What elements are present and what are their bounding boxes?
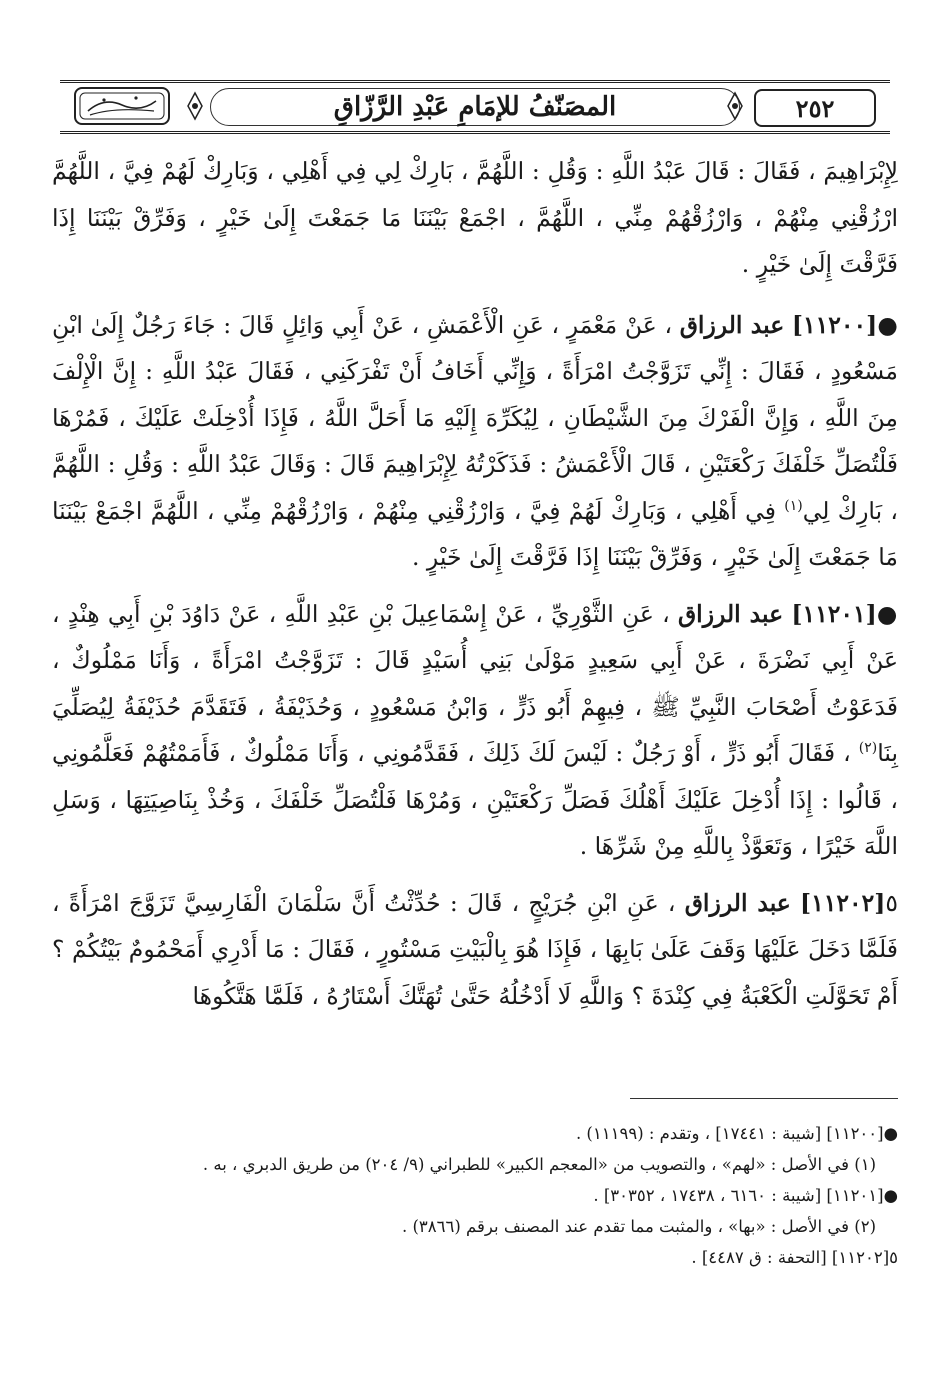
footnote-reference: (٢)	[858, 740, 878, 757]
paragraph-text: لِإِبْرَاهِيمَ ، فَقَالَ : قَالَ عَبْدُ اللَّهِ : وَقُلِ : اللَّهُمَّ ، بَارِكْ لِي فِي أَهْلِي ، وَبَارِكْ لَهُمْ فِيَّ ، اللَّهُمَّ ارْزُقْنِي مِنْهُمْ ، وَارْزُقْهُمْ مِنِّي ، اللَّهُمَّ ، اجْمَعْ بَيْنَنَا مَا جَمَعْتَ إِلَىٰ خَيْرٍ ، وَفَرِّقْ بَيْنَنَا إِذَا فَرَّقْتَ إِلَىٰ خَيْرٍ .	[52, 157, 898, 278]
hadith-number: [١١٢٠١]	[791, 599, 877, 628]
running-header	[60, 80, 890, 134]
running-title: المصَنّفُ للإمَامِ عَبْدِ الرَّزّاقِ	[333, 92, 617, 122]
footnote-note: (٢) في الأصل : «بها» ، والمثبت مما تقدم عند المصنف برقم (٣٨٦٦) .	[401, 1217, 876, 1236]
ornament-icon	[186, 91, 204, 121]
hadith-paragraph	[52, 591, 898, 870]
narrator-name: عبد الرزاق	[684, 888, 791, 917]
paragraph-text: ، عَنِ الثَّوْرِيِّ ، عَنْ إِسْمَاعِيلَ بْنِ عَبْدِ اللَّهِ ، عَنْ دَاوُدَ بْنِ أَبِي هِنْدٍ ، عَنْ أَبِي نَضْرَةَ ، عَنْ أَبِي سَعِيدٍ مَوْلَىٰ بَنِي أُسَيْدٍ قَالَ : تَزَوَّجْتُ امْرَأَةً ، وَأَنَا مَمْلُوكٌ ، فَدَعَوْتُ أَصْحَابَ النَّبِيِّ ﷺ ، فِيهِمْ أَبُو ذَرٍّ ، وَابْنُ مَسْعُودٍ ، وَحُذَيْفَةُ ، فَتَقَدَّمَ حُذَيْفَةُ لِيُصَلِّيَ بِنَا	[52, 599, 898, 767]
narrator-name: عبد الرزاق	[679, 310, 785, 339]
footnotes	[52, 1118, 898, 1273]
hadith-marker: ●	[877, 310, 898, 339]
paragraph-text: ، عَنْ مَعْمَرٍ ، عَنِ الْأَعْمَشِ ، عَنْ أَبِي وَائِلٍ قَالَ : جَاءَ رَجُلٌ إِلَىٰ ابْنِ مَسْعُودٍ ، فَقَالَ : إِنِّي تَزَوَّجْتُ امْرَأَةً ، وَإِنِّي أَخَافُ أَنْ تَفْرَكَنِي ، فَقَالَ عَبْدُ اللَّهِ : إِنَّ الْإِلْفَ مِنَ اللَّهِ ، وَإِنَّ الْفَرْكَ مِنَ الشَّيْطَانِ ، لِيُكَرِّهَ إِلَيْهِ مَا أَحَلَّ اللَّهُ ، فَإِذَا أُدْخِلَتْ عَلَيْكَ ، فَمُرْهَا فَلْتُصَلِّ خَلْفَكَ رَكْعَتَيْنِ ، قَالَ الْأَعْمَشُ : فَذَكَرْتُهُ لِإِبْرَاهِيمَ قَالَ : وَقَالَ عَبْدُ اللَّهِ : وَقُلِ : اللَّهُمَّ ، بَارِكْ لِي	[52, 310, 898, 525]
hadith-number: [١١٢٠٢]	[800, 888, 886, 917]
page-number: ٢٥٢	[754, 89, 876, 127]
footnote-divider	[630, 1098, 898, 1099]
footnote-source: ٥[١١٢٠٢] [التحفة : ق ٤٤٨٧] .	[691, 1248, 898, 1267]
hadith-paragraph	[52, 302, 898, 581]
hadith-marker: ●	[876, 599, 898, 628]
footnote-reference: (١)	[784, 497, 803, 514]
paragraph-continuation	[52, 148, 898, 288]
book-emblem-icon	[74, 87, 170, 125]
narrator-name: عبد الرزاق	[677, 599, 784, 628]
hadith-number: [١١٢٠٠]	[791, 310, 878, 339]
footnote-note: (١) في الأصل : «لهم» ، والتصويب من «المعجم الكبير» للطبراني (٩/ ٢٠٤) من طريق الدبري ، به .	[202, 1155, 876, 1174]
paragraph-text: فِي أَهْلِي ، وَبَارِكْ لَهُمْ فِيَّ ، وَارْزُقْنِي مِنْهُمْ ، وَارْزُقْهُمْ مِنِّي ، اللَّهُمَّ اجْمَعْ بَيْنَنَا مَا جَمَعْتَ إِلَىٰ خَيْرٍ ، وَفَرِّقْ بَيْنَنَا إِذَا فَرَّقْتَ إِلَىٰ خَيْرٍ .	[52, 496, 898, 571]
paragraph-text: ، عَنِ ابْنِ جُرَيْجٍ ، قَالَ : حُدِّثْتُ أَنَّ سَلْمَانَ الْفَارِسِيَّ تَزَوَّجَ امْرَأَةً ، فَلَمَّا دَخَلَ عَلَيْهَا وَقَفَ عَلَىٰ بَابِهَا ، فَإِذَا هُوَ بِالْبَيْتِ مَسْتُورٍ ، فَقَالَ : مَا أَدْرِي أَمَحْمُومٌ بَيْتُكُمْ ؟ أَمْ تَحَوَّلَتِ الْكَعْبَةُ فِي كِنْدَةَ ؟ وَاللَّهِ لَا أَدْخُلُهُ حَتَّىٰ تُهَتَّكَ أَسْتَارُهُ ، فَلَمَّا هَتَّكُوهَا	[52, 888, 898, 1010]
footnote-source: ●[١١٢٠١] [شيبة : ٦١٦٠ ، ١٧٤٣٨ ، ٣٠٣٥٢] .	[593, 1186, 898, 1205]
hadith-marker: ٥	[885, 888, 898, 917]
footnote-source: ●[١١٢٠٠] [شيبة : ١٧٤٤١] ، وتقدم : (١١١٩٩) .	[575, 1124, 898, 1143]
paragraph-text: ، فَقَالَ أَبُو ذَرٍّ ، أَوْ رَجُلٌ : لَيْسَ لَكَ ذَلِكَ ، فَقَدَّمُونِي ، وَأَنَا مَمْلُوكٌ ، فَأَمَمْتُهُمْ فَعَلَّمُونِي ، قَالُوا : إِذَا أُدْخِلَ عَلَيْكَ أَهْلُكَ فَصَلِّ رَكْعَتَيْنِ ، وَمُرْهَا فَلْتُصَلِّ خَلْفَكَ ، وَخُذْ بِنَاصِيَتِهَا ، وَسَلِ اللَّهَ خَيْرًا ، وَتَعَوَّذْ بِاللَّهِ مِنْ شَرِّهَا .	[52, 739, 898, 860]
ornament-icon	[726, 91, 744, 121]
main-text	[52, 148, 898, 1029]
hadith-paragraph	[52, 880, 898, 1020]
